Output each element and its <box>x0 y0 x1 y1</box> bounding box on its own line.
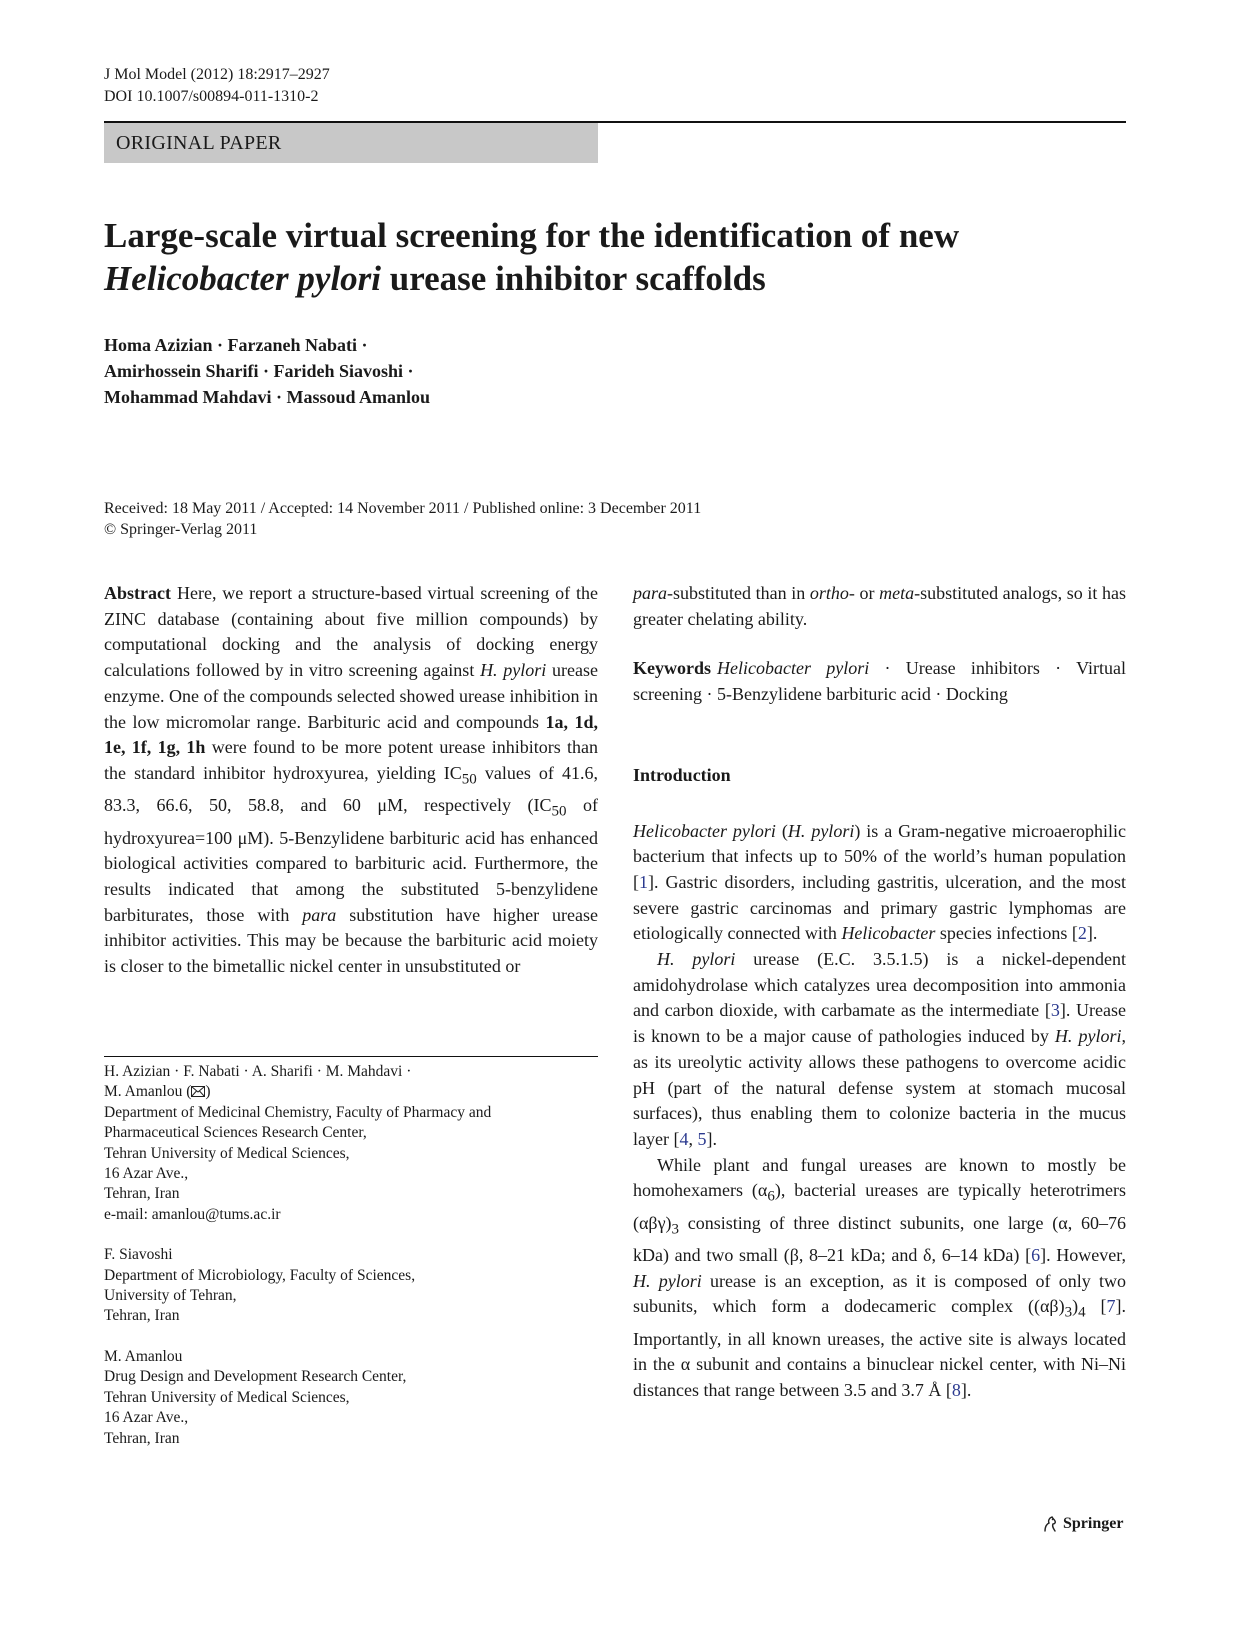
reference-link[interactable]: 8 <box>951 1380 961 1401</box>
italic-term: H. pylori <box>633 1270 702 1291</box>
paren-close: ) <box>205 1083 211 1101</box>
text: ]. Importantly, in all known ureases, the active site is always located in the α subunit and contains a binuclear nickel center, with Ni–Ni distances that range between 3.5 and 3.7 Å [ <box>633 1296 1126 1401</box>
author-list <box>104 332 804 410</box>
publication-dates <box>104 498 1004 540</box>
subscript: 3 <box>1064 1304 1073 1321</box>
affiliation-dept: Pharmaceutical Sciences Research Center, <box>104 1124 367 1142</box>
text: consisting of three distinct subunits, one large (α, 60–76 kDa) and two small (β, 8–21 kDa; and δ, 6–14 kDa) [ <box>633 1212 1126 1265</box>
affiliation-block-3 <box>104 1347 598 1449</box>
received-accepted-published: Received: 18 May 2011 / Accepted: 14 November 2011 / Published online: 3 December 2011 <box>104 500 702 517</box>
affiliation-rule <box>104 1056 598 1057</box>
abstract-text: -substituted analogs, so it has greater chelating ability. <box>633 583 1126 629</box>
keywords <box>633 656 1126 707</box>
affiliation-univ: Tehran University of Medical Sciences, <box>104 1144 350 1162</box>
italic-term: H. pylori <box>1054 1026 1122 1047</box>
abstract-italic: para <box>302 904 337 925</box>
reference-link[interactable]: 2 <box>1077 923 1087 944</box>
text: ]. However, <box>1040 1244 1127 1265</box>
keywords-heading: Keywords <box>633 658 711 679</box>
abstract-italic: para <box>633 583 668 603</box>
text: ), bacterial ureases are typically heterotrimers (αβγ) <box>633 1180 1126 1233</box>
abstract-text: -substituted than in <box>667 583 810 603</box>
subscript: 3 <box>671 1221 680 1238</box>
copyright: © Springer-Verlag 2011 <box>104 521 258 538</box>
text: ]. Urease is known to be a major cause of pathologies induced by <box>633 1000 1126 1047</box>
subscript-50: 50 <box>551 803 567 820</box>
abstract-text: urease enzyme. One of the compounds selected showed urease inhibition in the low micromolar range. Barbituric acid and compounds <box>104 660 598 732</box>
title-line-2 <box>104 257 1134 300</box>
reference-link[interactable]: 6 <box>1031 1244 1041 1265</box>
text: urease is an exception, as it is composed of only two subunits, which form a dodecameric complex ((αβ) <box>633 1270 1127 1317</box>
title-italic: Helicobacter pylori <box>104 259 382 298</box>
affiliation-names: F. Siavoshi <box>104 1246 173 1264</box>
reference-link[interactable]: 7 <box>1106 1296 1116 1317</box>
section-label: ORIGINAL PAPER <box>116 132 282 154</box>
intro-paragraph-2 <box>633 947 1126 1153</box>
text: ]. Gastric disorders, including gastritis, ulceration, and the most severe gastric carcinomas and primary gastric lymphomas are etiologically connected with <box>633 871 1126 944</box>
affiliation-dept: Department of Microbiology, Faculty of Sciences, <box>104 1266 416 1284</box>
affiliation-city: Tehran, Iran <box>104 1307 180 1325</box>
text: ( <box>775 820 788 841</box>
abstract-text: - or <box>848 583 880 603</box>
title-rest: urease inhibitor scaffolds <box>381 259 766 298</box>
affiliation-city: Tehran, Iran <box>104 1185 180 1203</box>
text: species infections [ <box>935 923 1078 944</box>
title-line-1: Large-scale virtual screening for the identification of new <box>104 216 960 255</box>
affiliations <box>104 1062 598 1469</box>
italic-term: Helicobacter pylori <box>633 820 776 841</box>
reference-link[interactable]: 4 <box>679 1128 689 1149</box>
keyword-italic: Helicobacter pylori <box>717 658 870 679</box>
authors-line-1: Homa Azizian · Farzaneh Nabati · <box>104 335 368 355</box>
subscript: 4 <box>1078 1304 1086 1321</box>
introduction-heading: Introduction <box>633 764 731 785</box>
section-label-bar <box>104 123 598 163</box>
right-column <box>633 581 1126 1404</box>
abstract-paragraph <box>104 581 598 980</box>
publisher-name: Springer <box>1063 1515 1124 1532</box>
journal-citation-block <box>104 64 330 108</box>
reference-link[interactable]: 3 <box>1050 1000 1060 1021</box>
corresponding-author: M. Amanlou ( <box>104 1083 192 1101</box>
abstract-text: of hydroxyurea=100 μM). 5-Benzylidene barbituric acid has enhanced biological activities compared to barbituric acid. Furthermore, the results indicated that among the substituted 5-benzylidene barbiturates, those with <box>104 795 598 925</box>
abstract-text: substitution have higher urease inhibitor activities. This may be because the barbituric acid moiety is closer to the bimetallic nickel center in unsubstituted or <box>104 904 598 977</box>
affiliation-names: H. Azizian · F. Nabati · A. Sharifi · M. Mahdavi · <box>104 1063 412 1080</box>
italic-term: H. pylori <box>787 820 855 841</box>
affiliation-univ: University of Tehran, <box>104 1287 237 1305</box>
abstract-italic: ortho <box>809 583 849 603</box>
affiliation-street: 16 Azar Ave., <box>104 1409 189 1427</box>
text: ]. <box>706 1128 717 1149</box>
subscript-50: 50 <box>461 771 477 788</box>
abstract-text: values of 41.6, 83.3, 66.6, 50, 58.8, and 60 μM, respectively (IC <box>104 762 598 816</box>
reference-link[interactable]: 1 <box>639 871 648 892</box>
springer-horse-icon <box>1041 1515 1059 1533</box>
italic-term: Helicobacter <box>841 923 936 944</box>
abstract-text: Here, we report a structure-based virtual screening of the ZINC database (containing about five million compounds) by computational docking and the analysis of docking energy calculations followed by in vitro screening against <box>104 583 598 681</box>
abstract-compounds: 1a, 1d, 1e, 1f, 1g, 1h <box>104 711 599 758</box>
text: ]. <box>1086 923 1098 944</box>
italic-term: H. pylori <box>657 949 736 970</box>
affiliation-street: 16 Azar Ave., <box>104 1165 189 1183</box>
text: urease (E.C. 3.5.1.5) is a nickel-dependent amidohydrolase which catalyzes urea decomposition into ammonia and carbon dioxide, with carbamate as the intermediate [ <box>633 949 1126 1021</box>
keywords-list: · Urease inhibitors · Virtual screening · 5-Benzylidene barbituric acid · Docking <box>633 658 1126 705</box>
abstract-italic: H. pylori <box>480 660 547 681</box>
authors-line-2: Amirhossein Sharifi · Farideh Siavoshi · <box>104 361 414 381</box>
text: ]. <box>960 1380 972 1401</box>
subscript: 6 <box>767 1188 775 1205</box>
text: [ <box>1085 1296 1107 1317</box>
affiliation-city: Tehran, Iran <box>104 1429 180 1447</box>
text: ) <box>1072 1296 1079 1317</box>
affiliation-dept: Drug Design and Development Research Center, <box>104 1368 407 1386</box>
reference-link[interactable]: 5 <box>697 1128 707 1149</box>
abstract-text: were found to be more potent urease inhibitors than the standard inhibitor hydroxyurea, yielding IC <box>104 737 598 783</box>
affiliation-block-2 <box>104 1245 598 1327</box>
text: While plant and fungal ureases are known to mostly be homohexamers (α <box>633 1154 1126 1201</box>
intro-paragraph-3 <box>633 1153 1126 1404</box>
doi[interactable]: DOI 10.1007/s00894-011-1310-2 <box>104 88 319 105</box>
affiliation-block-1 <box>104 1062 598 1225</box>
intro-paragraph-1 <box>633 819 1126 948</box>
text: ) is a Gram-negative microaerophilic bacterium that infects up to 50% of the world’s human population [ <box>633 820 1127 892</box>
email-link[interactable]: e-mail: amanlou@tums.ac.ir <box>104 1205 281 1223</box>
abstract-italic: meta <box>879 583 915 603</box>
text: , <box>688 1128 698 1149</box>
envelope-icon <box>191 1086 205 1097</box>
affiliation-names: M. Amanlou <box>104 1347 183 1365</box>
paper-title <box>104 214 1134 300</box>
journal-citation: J Mol Model (2012) 18:2917–2927 <box>104 66 330 83</box>
abstract-heading: Abstract <box>104 583 171 603</box>
affiliation-univ: Tehran University of Medical Sciences, <box>104 1388 350 1406</box>
publisher-logo <box>1041 1515 1123 1533</box>
authors-line-3: Mohammad Mahdavi · Massoud Amanlou <box>104 387 431 407</box>
abstract-column <box>104 581 598 980</box>
abstract-continuation <box>633 581 1126 632</box>
affiliation-dept: Department of Medicinal Chemistry, Faculty of Pharmacy and <box>104 1103 492 1121</box>
text: , as its ureolytic activity allows these pathogens to overcome acidic pH (part of the natural defense system at stomach mucosal surfaces), thus enabling them to colonize bacteria in the mucus layer [ <box>633 1026 1126 1149</box>
